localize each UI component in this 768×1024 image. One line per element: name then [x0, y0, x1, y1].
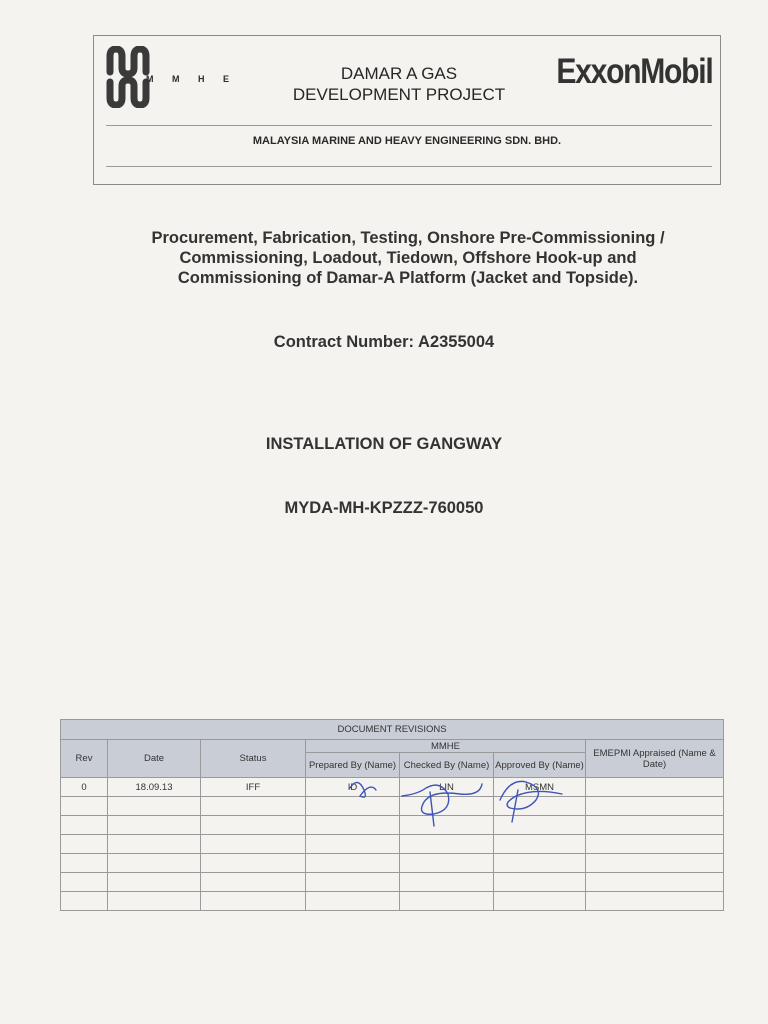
table-row — [61, 854, 724, 873]
table-row — [61, 873, 724, 892]
document-title: INSTALLATION OF GANGWAY — [265, 435, 503, 453]
exxonmobil-logo: ExxonMobil — [555, 52, 712, 91]
col-header-checked: Checked By (Name) — [400, 753, 494, 778]
mmhe-group-header: MMHE — [306, 740, 586, 753]
cell-approved: MSMN — [494, 778, 586, 797]
table-row — [61, 816, 724, 835]
cell-prepared: ID — [306, 778, 400, 797]
scope-line3: Commissioning of Damar-A Platform (Jacket and Topside). — [177, 269, 639, 287]
mmhe-logo-text: M M H E — [146, 74, 237, 84]
header-divider-top — [106, 125, 712, 126]
cell-checked: LIN — [400, 778, 494, 797]
scope-line1: Procurement, Fabrication, Testing, Onshore Pre-Commissioning / — [151, 229, 665, 247]
table-row — [61, 778, 724, 797]
document-header — [93, 35, 721, 185]
col-header-prepared: Prepared By (Name) — [306, 753, 400, 778]
col-header-status: Status — [201, 740, 306, 778]
col-header-appraised: EMEPMI Appraised (Name & Date) — [586, 740, 724, 778]
table-row — [61, 835, 724, 854]
revisions-table — [60, 719, 724, 911]
col-header-date: Date — [108, 740, 201, 778]
cell-rev: 0 — [61, 778, 108, 797]
col-header-approved: Approved By (Name) — [494, 753, 586, 778]
scope-line2: Commissioning, Loadout, Tiedown, Offshore Hook-up and — [179, 249, 637, 267]
table-row — [61, 892, 724, 911]
contract-number: Contract Number: A2355004 — [273, 333, 495, 351]
cell-appraised — [586, 778, 724, 797]
cell-status: IFF — [201, 778, 306, 797]
col-header-rev: Rev — [61, 740, 108, 778]
revisions-title: DOCUMENT REVISIONS — [61, 720, 724, 740]
project-title-line2: DEVELOPMENT PROJECT — [292, 85, 506, 104]
document-number: MYDA-MH-KPZZZ-760050 — [284, 499, 484, 517]
table-row — [61, 797, 724, 816]
company-name: MALAYSIA MARINE AND HEAVY ENGINEERING SDN. BHD. — [252, 135, 562, 147]
project-title — [269, 63, 529, 105]
scope-description — [100, 228, 716, 288]
header-divider-bottom — [106, 166, 712, 167]
project-title-line1: DAMAR A GAS — [340, 64, 458, 83]
cell-date: 18.09.13 — [108, 778, 201, 797]
